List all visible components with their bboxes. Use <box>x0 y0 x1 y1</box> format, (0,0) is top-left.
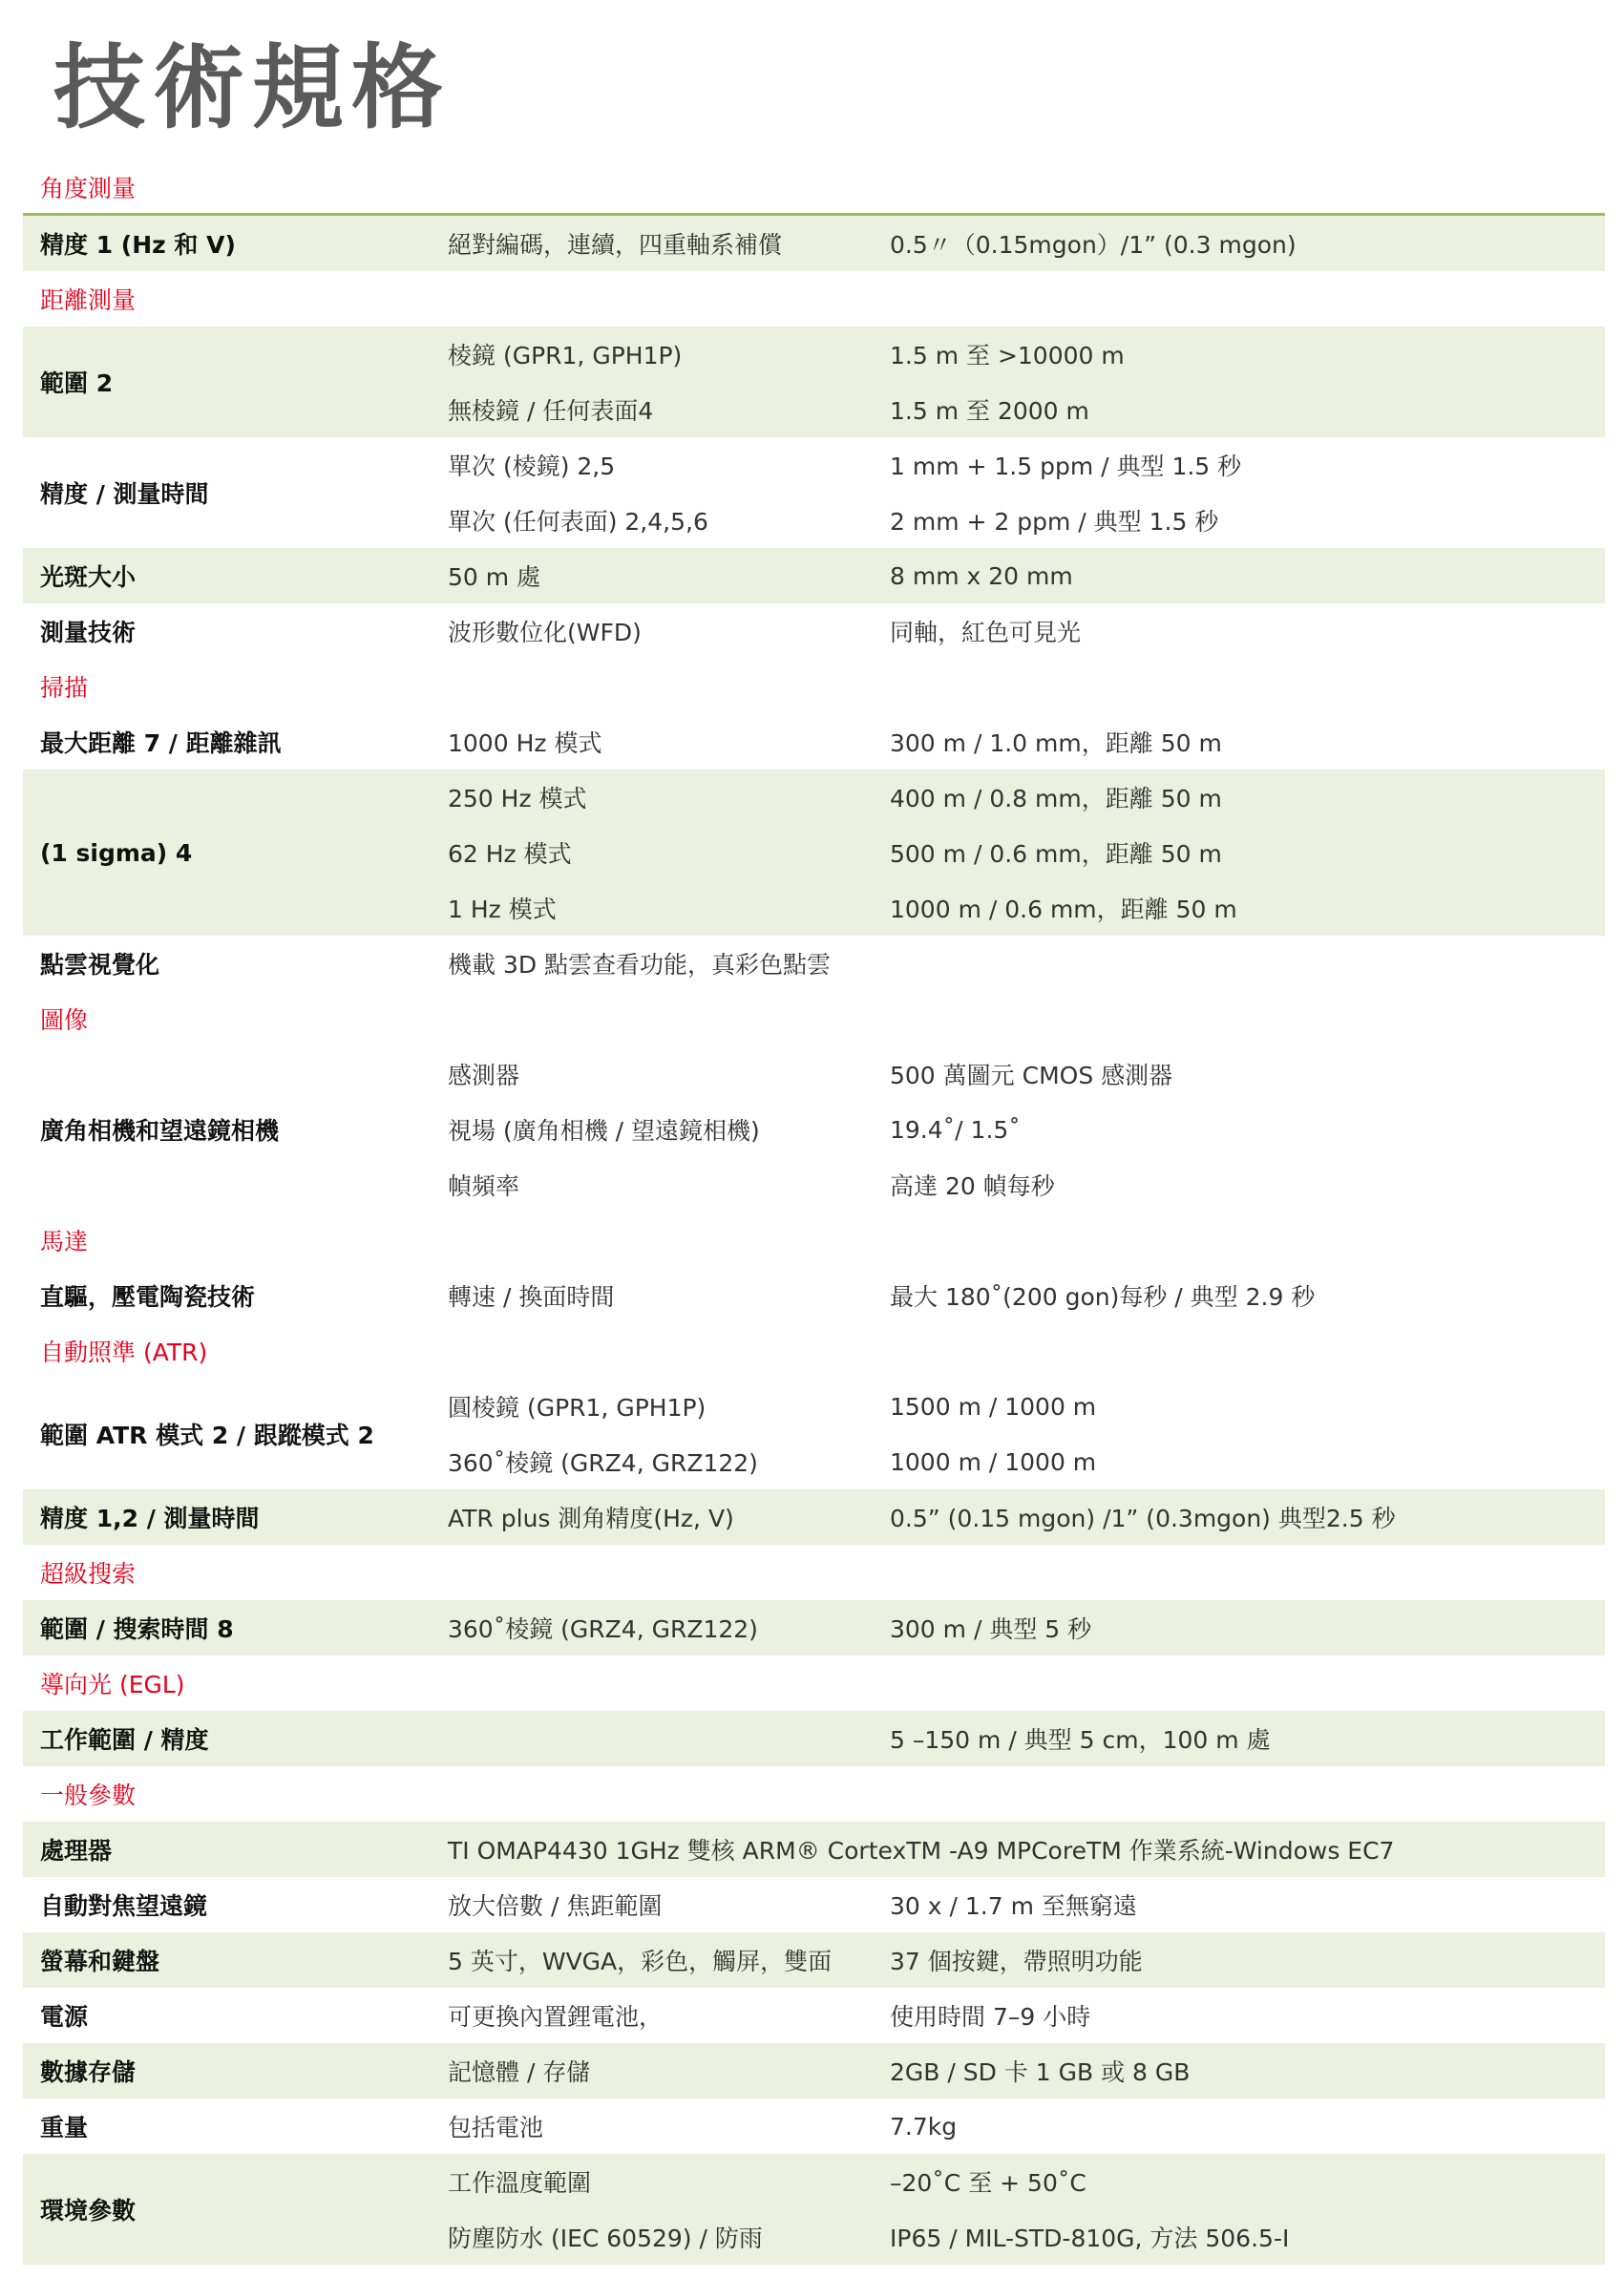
spec-label: 測量技術 <box>40 619 137 646</box>
spec-row-group <box>23 603 1605 659</box>
spec-item: 62 Hz 模式 <box>448 840 572 868</box>
spec-row-group <box>23 216 1605 271</box>
spec-row-group <box>23 1046 1605 1213</box>
spec-row-group <box>23 1822 1605 1877</box>
spec-item: 圓棱鏡 (GPR1, GPH1P) <box>448 1394 707 1422</box>
section-header: 自動照準 (ATR) <box>40 1339 208 1366</box>
spec-line <box>448 2043 1605 2099</box>
spec-line <box>448 1489 1605 1545</box>
spec-item: 可更換內置鋰電池， <box>448 2003 664 2031</box>
spec-item: 轉速 / 換面時間 <box>448 1283 615 1311</box>
spec-value: 2GB / SD 卡 1 GB 或 8 GB <box>890 2058 1191 2086</box>
spec-item: 機載 3D 點雲查看功能，真彩色點雲 <box>448 951 832 979</box>
spec-value: 1500 m / 1000 m <box>890 1392 1097 1421</box>
spec-item: 包括電池 <box>448 2114 544 2141</box>
spec-label: 範圍 / 搜索時間 8 <box>40 1615 234 1643</box>
spec-values <box>448 216 1605 271</box>
spec-line <box>448 437 1605 493</box>
spec-label: 精度 / 測量時間 <box>40 480 209 508</box>
spec-label: 點雲視覺化 <box>40 951 160 979</box>
spec-label: 最大距離 7 / 距離雜訊 <box>40 729 282 757</box>
section-header: 一般參數 <box>40 1782 137 1809</box>
spec-row-group <box>23 936 1605 991</box>
spec-line <box>448 1268 1605 1323</box>
section-header: 角度測量 <box>23 160 1605 216</box>
spec-row-group <box>23 437 1605 548</box>
spec-table <box>23 160 1605 2265</box>
spec-value: 1.5 m 至 >10000 m <box>890 342 1125 369</box>
spec-item: 絕對編碼，連續，四重軸系補償 <box>448 231 783 259</box>
spec-line <box>448 2154 1605 2209</box>
spec-label: 電源 <box>40 2003 89 2031</box>
spec-item: 單次 (棱鏡) 2,5 <box>448 453 616 480</box>
spec-label: 廣角相機和望遠鏡相機 <box>40 1117 280 1145</box>
spec-item: 360˚棱鏡 (GRZ4, GRZ122) <box>448 1615 758 1643</box>
spec-values <box>448 1711 1605 1766</box>
spec-line <box>448 1157 1605 1213</box>
spec-label: 精度 1,2 / 測量時間 <box>40 1505 260 1532</box>
spec-row-group <box>23 1379 1605 1489</box>
spec-line <box>448 825 1605 880</box>
spec-label: 數據存儲 <box>40 2058 137 2086</box>
spec-item: 1 Hz 模式 <box>448 896 557 923</box>
spec-value: 300 m / 典型 5 秒 <box>890 1615 1092 1643</box>
spec-value: –20˚C 至 + 50˚C <box>890 2169 1086 2197</box>
spec-row-group <box>23 1988 1605 2043</box>
spec-item: 單次 (任何表面) 2,4,5,6 <box>448 508 708 536</box>
spec-value: 2 mm + 2 ppm / 典型 1.5 秒 <box>890 508 1219 536</box>
spec-label: 工作範圍 / 精度 <box>40 1726 209 1754</box>
spec-row-group <box>23 2043 1605 2099</box>
section-header: 馬達 <box>40 1228 89 1255</box>
section-header: 導向光 (EGL) <box>40 1671 185 1698</box>
spec-item: 工作溫度範圍 <box>448 2169 592 2197</box>
spec-value: 300 m / 1.0 mm，距離 50 m <box>890 729 1222 757</box>
spec-label: 光斑大小 <box>40 563 137 591</box>
spec-value: 0.5〃（0.15mgon）/1” (0.3 mgon) <box>890 231 1297 259</box>
spec-values <box>448 2154 1605 2265</box>
spec-row-group <box>23 548 1605 603</box>
spec-row-group <box>23 327 1605 437</box>
spec-value: 1000 m / 1000 m <box>890 1447 1097 1476</box>
spec-value: 0.5” (0.15 mgon) /1” (0.3mgon) 典型2.5 秒 <box>890 1505 1396 1532</box>
spec-value: 1 mm + 1.5 ppm / 典型 1.5 秒 <box>890 453 1242 480</box>
spec-line <box>448 880 1605 936</box>
spec-label: 精度 1 (Hz 和 V) <box>40 231 236 259</box>
spec-line <box>448 1434 1605 1489</box>
spec-values <box>448 437 1605 548</box>
spec-line <box>448 770 1605 825</box>
spec-values <box>448 770 1605 936</box>
spec-value: 最大 180˚(200 gon)每秒 / 典型 2.9 秒 <box>890 1283 1316 1311</box>
spec-value: IP65 / MIL-STD-810G, 方法 506.5-I <box>890 2225 1290 2252</box>
spec-label: 螢幕和鍵盤 <box>40 1948 160 1975</box>
spec-item: 棱鏡 (GPR1, GPH1P) <box>448 342 683 369</box>
spec-values <box>448 548 1605 603</box>
spec-value: 高達 20 幀每秒 <box>890 1172 1055 1200</box>
spec-values <box>448 936 1605 991</box>
spec-line <box>448 936 1605 991</box>
spec-line <box>448 1600 1605 1656</box>
spec-item: 記憶體 / 存儲 <box>448 2058 591 2086</box>
spec-item: 50 m 處 <box>448 563 541 591</box>
spec-values <box>448 1988 1605 2043</box>
spec-values <box>448 1046 1605 1213</box>
spec-values <box>448 1379 1605 1489</box>
spec-label: 範圍 ATR 模式 2 / 跟蹤模式 2 <box>40 1422 374 1449</box>
spec-item: 波形數位化(WFD) <box>448 619 642 646</box>
spec-value: 37 個按鍵，帶照明功能 <box>890 1948 1143 1975</box>
section-header: 圖像 <box>40 1006 89 1034</box>
spec-line <box>448 603 1605 659</box>
spec-line <box>448 327 1605 382</box>
spec-item: 5 英寸，WVGA，彩色，觸屏，雙面 <box>448 1948 833 1975</box>
spec-values <box>448 1268 1605 1323</box>
spec-row-group <box>23 1489 1605 1545</box>
spec-line <box>448 1932 1605 1988</box>
spec-item: TI OMAP4430 1GHz 雙核 ARM® CortexTM -A9 MPCoreTM 作業系統-Windows EC7 <box>448 1837 1395 1865</box>
spec-values <box>448 2043 1605 2099</box>
spec-values <box>448 1822 1605 1877</box>
spec-line <box>448 1711 1605 1766</box>
spec-label: 重量 <box>40 2114 89 2141</box>
spec-value: 500 萬圖元 CMOS 感測器 <box>890 1062 1173 1089</box>
spec-line <box>448 382 1605 437</box>
spec-item: 放大倍數 / 焦距範圍 <box>448 1892 663 1920</box>
spec-value: 使用時間 7–9 小時 <box>890 2003 1091 2031</box>
spec-line <box>448 714 1605 770</box>
spec-value: 1000 m / 0.6 mm，距離 50 m <box>890 896 1237 923</box>
section-header: 距離測量 <box>40 286 137 314</box>
spec-label: 處理器 <box>40 1837 113 1865</box>
spec-values <box>448 1877 1605 1932</box>
spec-values <box>448 1932 1605 1988</box>
spec-line <box>448 2099 1605 2154</box>
spec-label: 自動對焦望遠鏡 <box>40 1892 208 1920</box>
spec-row-group <box>23 1600 1605 1656</box>
spec-item: 1000 Hz 模式 <box>448 729 602 757</box>
spec-row-group <box>23 2099 1605 2154</box>
spec-label: 直驅，壓電陶瓷技術 <box>40 1283 256 1311</box>
spec-item: ATR plus 測角精度(Hz, V) <box>448 1505 734 1532</box>
spec-value: 19.4˚/ 1.5˚ <box>890 1115 1021 1144</box>
section-header: 超級搜索 <box>40 1560 137 1588</box>
spec-value: 8 mm x 20 mm <box>890 561 1073 590</box>
spec-values <box>448 603 1605 659</box>
spec-row-group <box>23 714 1605 770</box>
spec-line <box>448 1102 1605 1157</box>
spec-line <box>448 1379 1605 1434</box>
spec-label: 環境參數 <box>40 2197 137 2225</box>
spec-item: 防塵防水 (IEC 60529) / 防雨 <box>448 2225 763 2252</box>
page-title: 技術規格 <box>53 34 451 141</box>
spec-values <box>448 2099 1605 2154</box>
spec-item: 視場 (廣角相機 / 望遠鏡相機) <box>448 1117 760 1145</box>
spec-value: 500 m / 0.6 mm，距離 50 m <box>890 840 1222 868</box>
spec-line <box>448 2209 1605 2265</box>
spec-line <box>448 493 1605 548</box>
spec-line <box>448 1988 1605 2043</box>
spec-values <box>448 714 1605 770</box>
spec-item: 250 Hz 模式 <box>448 785 587 812</box>
spec-value: 1.5 m 至 2000 m <box>890 397 1089 425</box>
spec-item: 感測器 <box>448 1062 520 1089</box>
spec-line <box>448 1877 1605 1932</box>
spec-value: 5 –150 m / 典型 5 cm，100 m 處 <box>890 1726 1271 1754</box>
spec-values <box>448 1600 1605 1656</box>
spec-row-group <box>23 770 1605 936</box>
spec-row-group <box>23 2154 1605 2265</box>
spec-row-group <box>23 1268 1605 1323</box>
spec-label: (1 sigma) 4 <box>40 838 193 867</box>
section-header: 掃描 <box>40 674 89 702</box>
spec-line <box>448 1046 1605 1102</box>
spec-value: 同軸，紅色可見光 <box>890 619 1082 646</box>
spec-values <box>448 327 1605 437</box>
spec-line <box>448 216 1605 271</box>
spec-value: 7.7kg <box>890 2112 958 2141</box>
spec-row-group <box>23 1877 1605 1932</box>
spec-row-group <box>23 1711 1605 1766</box>
spec-line <box>448 1822 1605 1877</box>
spec-row-group <box>23 1932 1605 1988</box>
spec-value: 400 m / 0.8 mm，距離 50 m <box>890 785 1222 812</box>
spec-item: 360˚棱鏡 (GRZ4, GRZ122) <box>448 1449 758 1477</box>
spec-values <box>448 1489 1605 1545</box>
spec-line <box>448 548 1605 603</box>
spec-label: 範圍 2 <box>40 369 114 397</box>
spec-value: 30 x / 1.7 m 至無窮遠 <box>890 1892 1137 1920</box>
spec-item: 幀頻率 <box>448 1172 520 1200</box>
spec-item: 無棱鏡 / 任何表面4 <box>448 397 654 425</box>
